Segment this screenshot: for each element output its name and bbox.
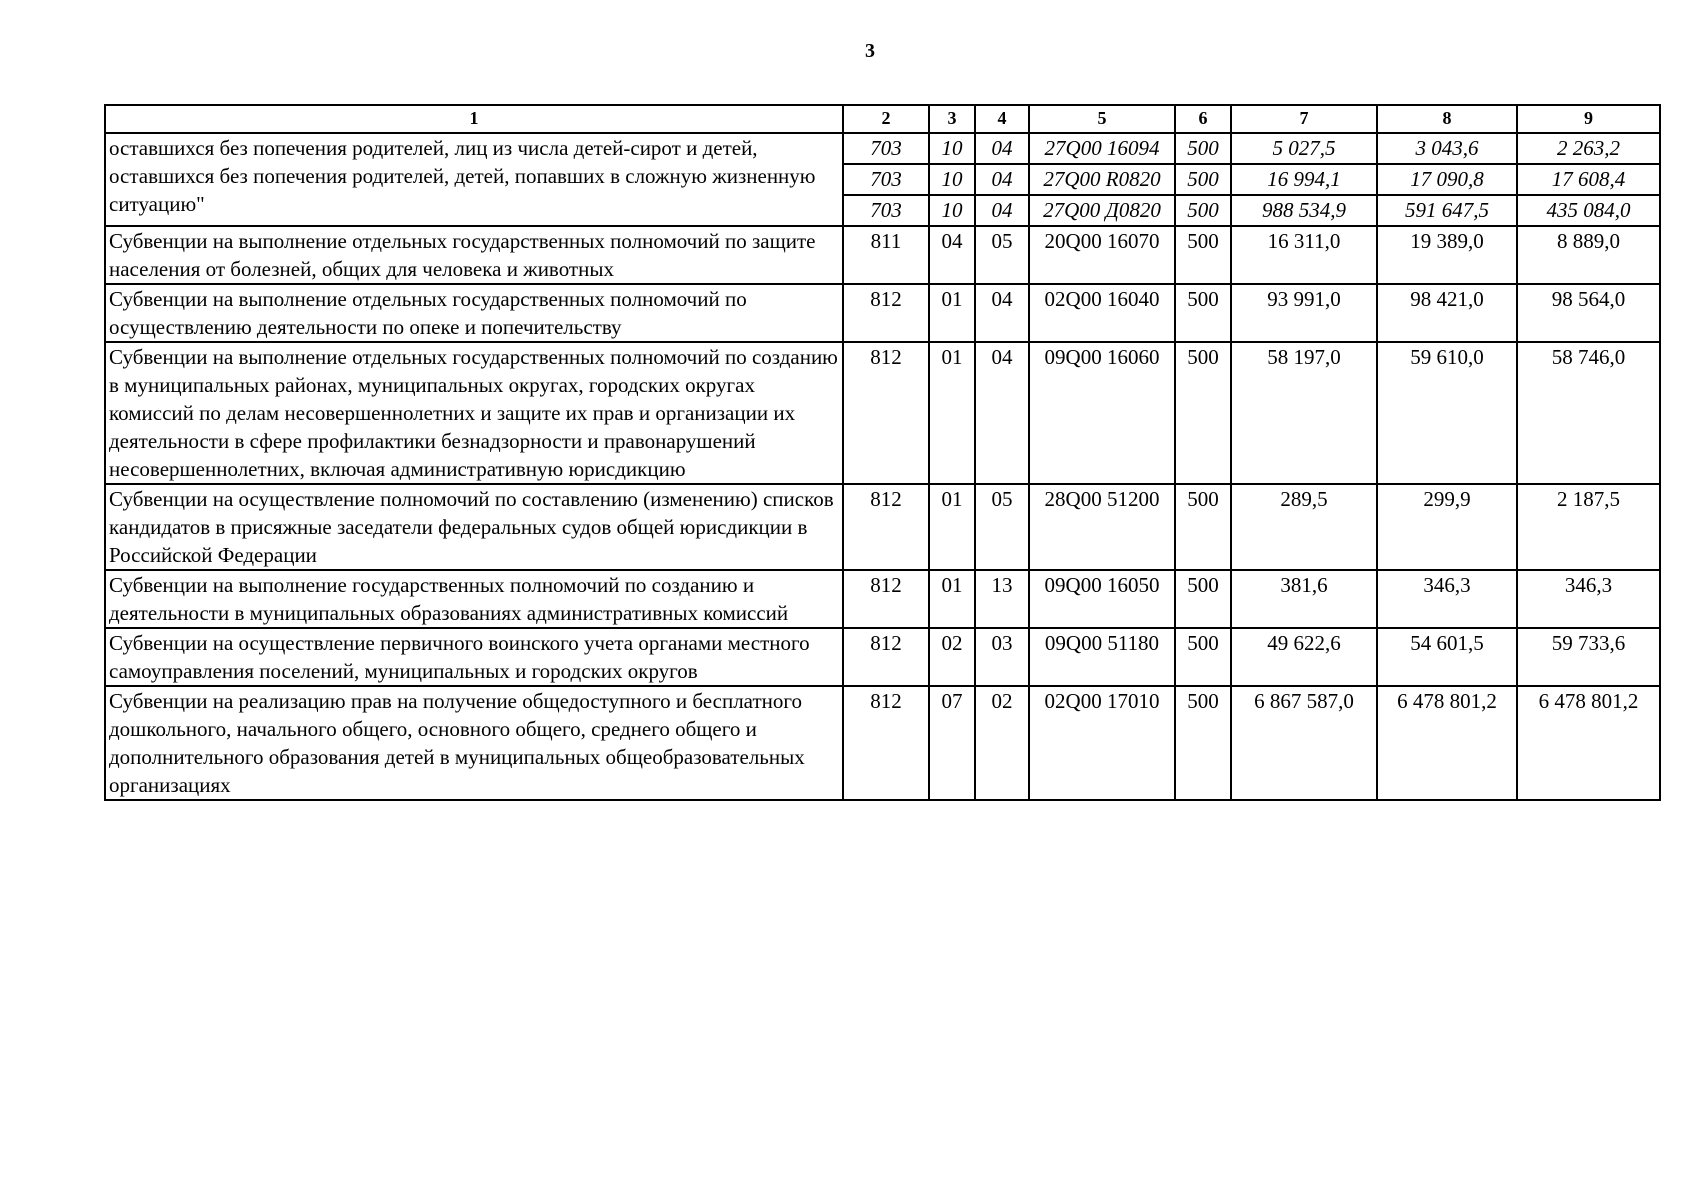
cell-c7: 49 622,6: [1231, 628, 1377, 686]
row-description: Субвенции на осуществление полномочий по составлению (изменению) списков кандидатов в присяжные заседатели федеральных судов общей юрисдикции в Российской Федерации: [105, 484, 843, 570]
cell-c4: 05: [975, 226, 1029, 284]
header-row: [105, 105, 1660, 133]
cell-c3: 10: [929, 133, 975, 164]
col-header-2: 2: [843, 105, 929, 133]
cell-c8: 19 389,0: [1377, 226, 1517, 284]
cell-c5: 27Q00 Д0820: [1029, 195, 1175, 226]
cell-c3: 10: [929, 164, 975, 195]
cell-c5: 27Q00 R0820: [1029, 164, 1175, 195]
cell-c4: 04: [975, 342, 1029, 484]
page-number: 3: [865, 40, 875, 62]
cell-c4: 03: [975, 628, 1029, 686]
cell-c5: 02Q00 17010: [1029, 686, 1175, 800]
cell-c8: 299,9: [1377, 484, 1517, 570]
cell-c3: 10: [929, 195, 975, 226]
cell-c4: 04: [975, 284, 1029, 342]
cell-c7: 93 991,0: [1231, 284, 1377, 342]
cell-c3: 01: [929, 570, 975, 628]
cell-c2: 812: [843, 628, 929, 686]
table-row: [105, 686, 1660, 800]
cell-c8: 591 647,5: [1377, 195, 1517, 226]
cell-c9: 17 608,4: [1517, 164, 1660, 195]
cell-c3: 02: [929, 628, 975, 686]
table-row: [105, 133, 1660, 164]
cell-c5: 09Q00 16050: [1029, 570, 1175, 628]
cell-c8: 6 478 801,2: [1377, 686, 1517, 800]
cell-c5: 02Q00 16040: [1029, 284, 1175, 342]
cell-c9: 8 889,0: [1517, 226, 1660, 284]
cell-c7: 16 994,1: [1231, 164, 1377, 195]
cell-c2: 703: [843, 195, 929, 226]
cell-c7: 16 311,0: [1231, 226, 1377, 284]
cell-c8: 59 610,0: [1377, 342, 1517, 484]
cell-c2: 812: [843, 570, 929, 628]
table-row: [105, 628, 1660, 686]
cell-c5: 20Q00 16070: [1029, 226, 1175, 284]
row-description: оставшихся без попечения родителей, лиц из числа детей-сирот и детей, оставшихся без попечения родителей, детей, попавших в сложную жизненную ситуацию": [105, 133, 843, 226]
cell-c8: 3 043,6: [1377, 133, 1517, 164]
cell-c2: 703: [843, 133, 929, 164]
cell-c2: 812: [843, 342, 929, 484]
cell-c9: 435 084,0: [1517, 195, 1660, 226]
cell-c7: 289,5: [1231, 484, 1377, 570]
cell-c5: 09Q00 51180: [1029, 628, 1175, 686]
cell-c9: 2 263,2: [1517, 133, 1660, 164]
cell-c7: 5 027,5: [1231, 133, 1377, 164]
cell-c3: 01: [929, 484, 975, 570]
cell-c7: 381,6: [1231, 570, 1377, 628]
cell-c4: 04: [975, 195, 1029, 226]
cell-c6: 500: [1175, 342, 1231, 484]
cell-c9: 98 564,0: [1517, 284, 1660, 342]
col-header-3: 3: [929, 105, 975, 133]
col-header-5: 5: [1029, 105, 1175, 133]
cell-c6: 500: [1175, 570, 1231, 628]
row-description: Субвенции на выполнение государственных полномочий по созданию и деятельности в муниципальных образованиях административных комиссий: [105, 570, 843, 628]
cell-c5: 27Q00 16094: [1029, 133, 1175, 164]
cell-c7: 58 197,0: [1231, 342, 1377, 484]
cell-c8: 98 421,0: [1377, 284, 1517, 342]
col-header-4: 4: [975, 105, 1029, 133]
cell-c2: 703: [843, 164, 929, 195]
col-header-1: 1: [105, 105, 843, 133]
col-header-7: 7: [1231, 105, 1377, 133]
cell-c2: 811: [843, 226, 929, 284]
cell-c8: 54 601,5: [1377, 628, 1517, 686]
row-description: Субвенции на выполнение отдельных государственных полномочий по созданию в муниципальных районах, муниципальных округах, городских округах комиссий по делам несовершеннолетних и защите их прав и организации их деятельности в сфере профилактики безнадзорности и правонарушений несовершеннолетних, включая административную юрисдикцию: [105, 342, 843, 484]
cell-c4: 02: [975, 686, 1029, 800]
row-description: Субвенции на выполнение отдельных государственных полномочий по осуществлению деятельности по опеке и попечительству: [105, 284, 843, 342]
cell-c5: 09Q00 16060: [1029, 342, 1175, 484]
table-row: [105, 284, 1660, 342]
cell-c3: 01: [929, 342, 975, 484]
cell-c4: 04: [975, 133, 1029, 164]
cell-c6: 500: [1175, 484, 1231, 570]
col-header-8: 8: [1377, 105, 1517, 133]
cell-c6: 500: [1175, 164, 1231, 195]
cell-c9: 6 478 801,2: [1517, 686, 1660, 800]
cell-c6: 500: [1175, 284, 1231, 342]
cell-c6: 500: [1175, 195, 1231, 226]
cell-c8: 346,3: [1377, 570, 1517, 628]
cell-c6: 500: [1175, 133, 1231, 164]
cell-c4: 04: [975, 164, 1029, 195]
cell-c2: 812: [843, 686, 929, 800]
col-header-6: 6: [1175, 105, 1231, 133]
cell-c2: 812: [843, 484, 929, 570]
cell-c6: 500: [1175, 686, 1231, 800]
cell-c5: 28Q00 51200: [1029, 484, 1175, 570]
row-description: Субвенции на осуществление первичного воинского учета органами местного самоуправления поселений, муниципальных и городских округов: [105, 628, 843, 686]
cell-c9: 346,3: [1517, 570, 1660, 628]
cell-c3: 01: [929, 284, 975, 342]
cell-c7: 6 867 587,0: [1231, 686, 1377, 800]
budget-table: [104, 104, 1661, 801]
cell-c2: 812: [843, 284, 929, 342]
cell-c8: 17 090,8: [1377, 164, 1517, 195]
table-row: [105, 226, 1660, 284]
table-row: [105, 484, 1660, 570]
cell-c4: 05: [975, 484, 1029, 570]
cell-c7: 988 534,9: [1231, 195, 1377, 226]
cell-c9: 59 733,6: [1517, 628, 1660, 686]
row-description: Субвенции на реализацию прав на получение общедоступного и бесплатного дошкольного, начального общего, основного общего, среднего общего и дополнительного образования детей в муниципальных общеобразовательных организациях: [105, 686, 843, 800]
cell-c9: 2 187,5: [1517, 484, 1660, 570]
col-header-9: 9: [1517, 105, 1660, 133]
cell-c6: 500: [1175, 226, 1231, 284]
cell-c9: 58 746,0: [1517, 342, 1660, 484]
row-description: Субвенции на выполнение отдельных государственных полномочий по защите населения от болезней, общих для человека и животных: [105, 226, 843, 284]
cell-c4: 13: [975, 570, 1029, 628]
table-row: [105, 342, 1660, 484]
table-row: [105, 570, 1660, 628]
cell-c3: 07: [929, 686, 975, 800]
cell-c3: 04: [929, 226, 975, 284]
cell-c6: 500: [1175, 628, 1231, 686]
